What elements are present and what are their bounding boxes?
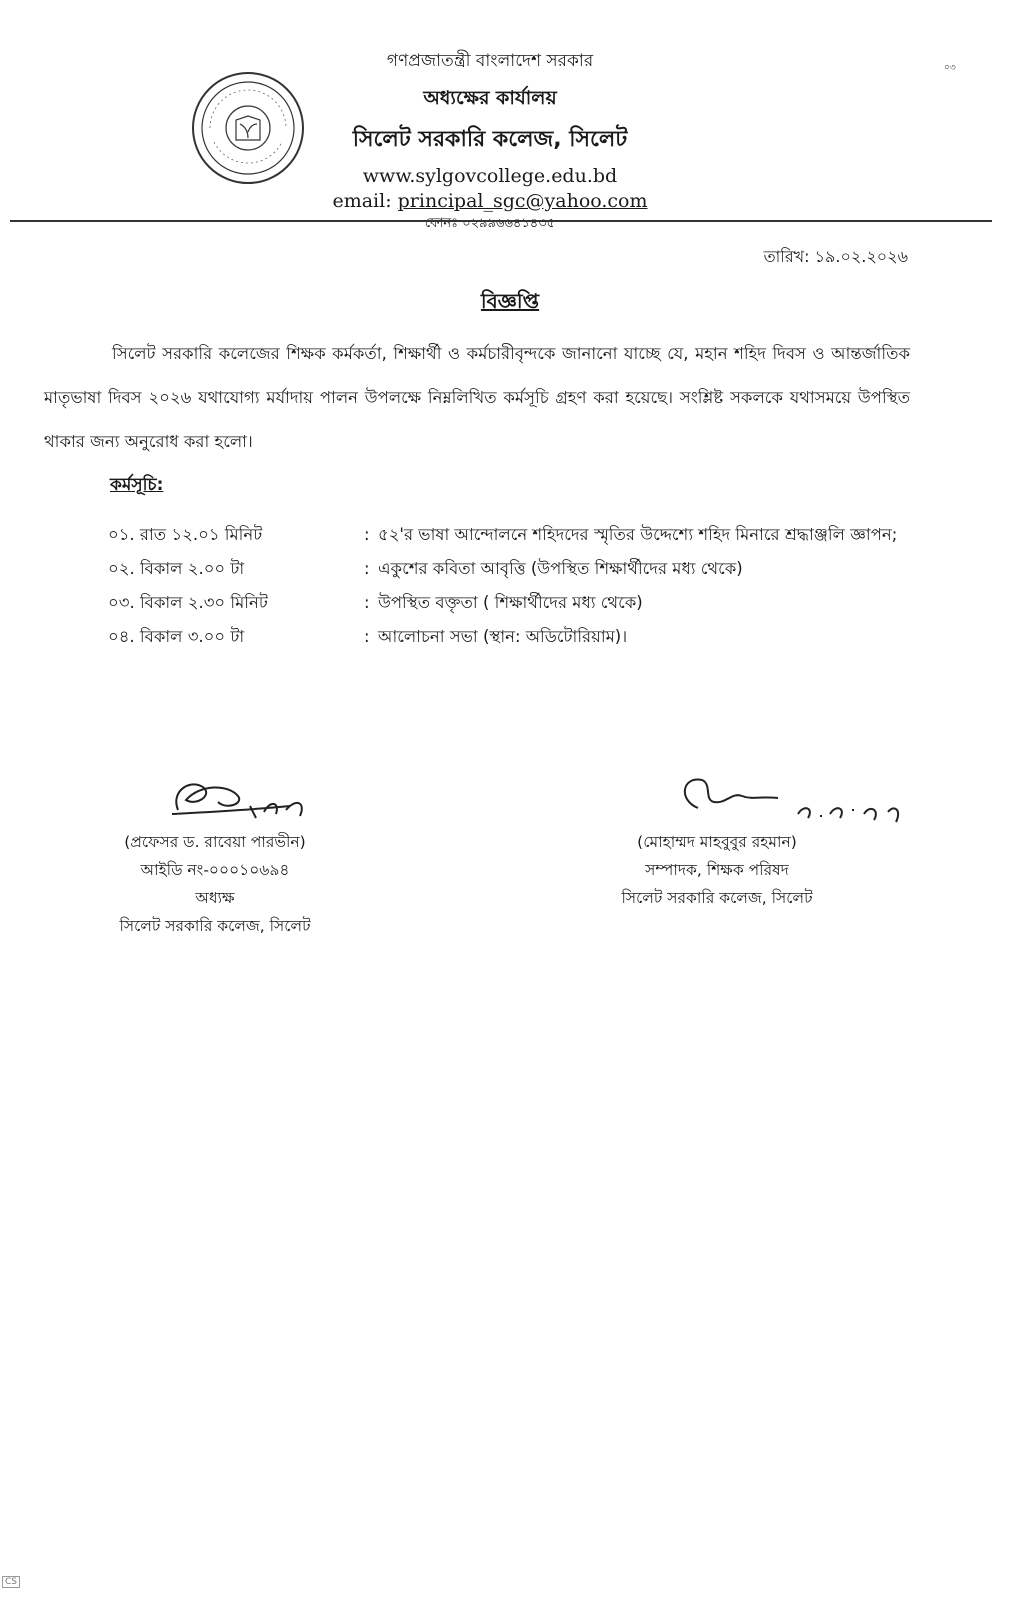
signature-block-secretary [602, 770, 832, 912]
program-separator: : [364, 593, 370, 612]
notice-title: বিজ্ঞপ্তি [480, 289, 540, 313]
notice-date: তারিখ: ১৯.০২.২০২৬ [763, 247, 908, 266]
scanner-logo-icon: CS [2, 1576, 20, 1588]
government-name: গণপ্রজাতন্ত্রী বাংলাদেশ সরকার [386, 51, 594, 71]
program-item [108, 552, 908, 586]
program-time: ০২. বিকাল ২.০০ টা [108, 559, 245, 578]
program-item [108, 518, 908, 552]
program-time: ০৩. বিকাল ২.৩০ মিনিট [108, 593, 268, 612]
program-desc: একুশের কবিতা আবৃত্তি (উপস্থিত শিক্ষার্থীদের মধ্য থেকে) [378, 559, 743, 578]
header-divider [10, 220, 992, 222]
notice-body: সিলেট সরকারি কলেজের শিক্ষক কর্মকর্তা, শিক্ষার্থী ও কর্মচারীবৃন্দকে জানানো যাচ্ছে যে, মহান শহিদ দিবস ও আন্তর্জাতিক মাতৃভাষা দিবস ২০২৬ যথাযোগ্য মর্যাদায় পালন উপলক্ষে নিম্নলিখিত কর্মসূচি গ্রহণ করা হয়েছে। সংশ্লিষ্ট সকলকে যথাসময়ে উপস্থিত থাকার জন্য অনুরোধ করা হলো। [44, 344, 910, 451]
principal-name: (প্রফেসর ড. রাবেয়া পারভীন) [124, 833, 306, 851]
principal-org: সিলেট সরকারি কলেজ, সিলেট [119, 917, 311, 935]
program-label: কর্মসূচি: [110, 475, 164, 495]
program-time: ০৪. বিকাল ৩.০০ টা [108, 627, 245, 646]
office-name: অধ্যক্ষের কার্যালয় [423, 87, 557, 109]
college-seal-icon [190, 70, 306, 186]
program-time: ০১. রাত ১২.০১ মিনিট [108, 525, 263, 544]
letterhead [330, 48, 650, 235]
signature-block-principal [100, 770, 330, 940]
secretary-title: সম্পাদক, শিক্ষক পরিষদ [645, 861, 789, 879]
phone-number: ফোনঃ ০২৯৯৬৬৪১৪৩৫ [424, 216, 556, 231]
program-item [108, 620, 908, 654]
secretary-name: (মোহাম্মদ মাহবুবুর রহমান) [637, 833, 797, 851]
website-link[interactable]: www.sylgovcollege.edu.bd [362, 165, 618, 187]
program-list [108, 518, 908, 654]
program-separator: : [364, 525, 370, 544]
program-separator: : [364, 559, 370, 578]
program-separator: : [364, 627, 370, 646]
email-line [330, 190, 650, 212]
secretary-org: সিলেট সরকারি কলেজ, সিলেট [621, 889, 813, 907]
principal-title: অধ্যক্ষ [195, 889, 235, 907]
program-desc: উপস্থিত বক্তৃতা ( শিক্ষার্থীদের মধ্য থেকে) [378, 593, 643, 612]
handwritten-signature-icon [100, 770, 330, 828]
program-desc: ৫২'র ভাষা আন্দোলনে শহিদদের স্মৃতির উদ্দেশ্যে শহিদ মিনারে শ্রদ্ধাঞ্জলি জ্ঞাপন; [378, 525, 898, 544]
program-item [108, 586, 908, 620]
email-label: email: [332, 190, 398, 212]
page-corner-mark: ০৩ [944, 63, 956, 73]
principal-id: আইডি নং-০০০১০৬৯৪ [140, 861, 290, 879]
college-name: সিলেট সরকারি কলেজ, সিলেট [352, 127, 628, 152]
email-link[interactable]: principal_sgc@yahoo.com [397, 190, 648, 212]
program-desc: আলোচনা সভা (স্থান: অডিটোরিয়াম)। [378, 627, 628, 646]
handwritten-signature-icon [602, 770, 832, 828]
